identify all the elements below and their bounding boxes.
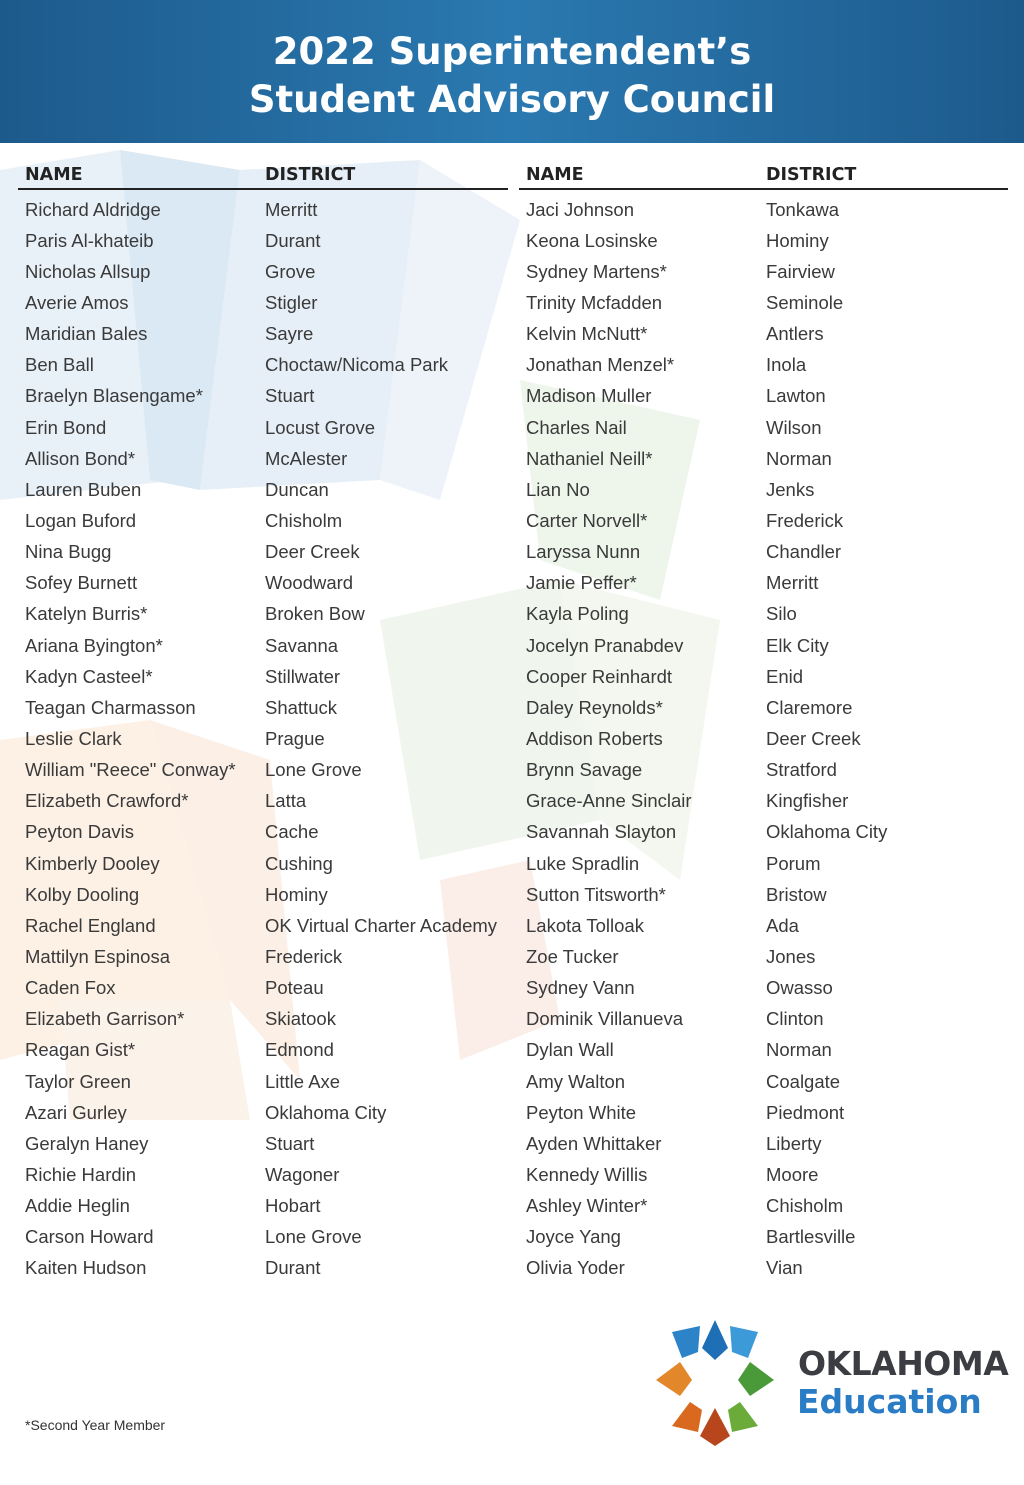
member-name: Lauren Buben [25, 478, 142, 500]
member-name: Logan Buford [25, 509, 137, 531]
member-name: William "Reece" Conway* [25, 759, 236, 781]
member-name: Geralyn Haney [25, 1132, 149, 1154]
member-name: Teagan Charmasson [25, 696, 196, 718]
member-name: Jonathan Menzel* [526, 354, 675, 376]
table-row [18, 537, 508, 568]
member-district: Durant [265, 1257, 321, 1279]
table-row [519, 1222, 1008, 1253]
member-district: Stuart [265, 1132, 315, 1154]
page-title-line2: Student Advisory Council [248, 78, 776, 121]
member-name: Ashley Winter* [526, 1195, 648, 1217]
table-row [519, 1066, 1008, 1097]
member-district: Lone Grove [265, 1226, 362, 1248]
member-name: Kayla Poling [526, 603, 629, 625]
member-district: Wilson [766, 416, 822, 438]
member-district: Inola [766, 354, 807, 376]
member-district: Frederick [766, 509, 844, 531]
table-row [519, 443, 1008, 474]
member-name: Carter Norvell* [526, 509, 648, 531]
member-district: Elk City [766, 634, 829, 656]
table-row [519, 941, 1008, 972]
table-row [519, 1159, 1008, 1190]
member-district: Sayre [265, 323, 314, 345]
member-name: Elizabeth Crawford* [25, 790, 189, 812]
column-header [519, 162, 1008, 190]
table-row [18, 256, 508, 287]
member-name: Rachel England [25, 914, 156, 936]
table-row [519, 723, 1008, 754]
member-district: Liberty [766, 1132, 822, 1154]
member-district: Jones [766, 945, 816, 967]
table-row [18, 630, 508, 661]
member-district: OK Virtual Charter Academy [265, 914, 498, 936]
table-row [18, 412, 508, 443]
table-row [18, 973, 508, 1004]
member-name: Amy Walton [526, 1070, 626, 1092]
table-row [18, 1222, 508, 1253]
member-name: Savannah Slayton [526, 821, 677, 843]
member-district: Chandler [766, 541, 842, 563]
table-row [18, 1159, 508, 1190]
member-name: Trinity Mcfadden [526, 291, 663, 313]
member-district: Fairview [766, 260, 835, 282]
member-name: Jamie Peffer* [526, 572, 637, 594]
member-district: Owasso [766, 977, 833, 999]
member-name: Luke Spradlin [526, 852, 640, 874]
member-name: Jaci Johnson [526, 198, 634, 220]
district-column-header: DISTRICT [265, 165, 356, 185]
member-name: Azari Gurley [25, 1101, 127, 1123]
page-title-line1: 2022 Superintendent’s [272, 30, 752, 73]
member-district: Stratford [766, 759, 837, 781]
table-row [18, 1035, 508, 1066]
table-row [519, 630, 1008, 661]
member-name: Richard Aldridge [25, 198, 161, 220]
table-row [519, 1004, 1008, 1035]
member-name: Maridian Bales [25, 323, 148, 345]
member-district: Merritt [265, 198, 318, 220]
member-name: Kennedy Willis [526, 1163, 648, 1185]
table-row [18, 817, 508, 848]
member-district: Ada [766, 914, 799, 936]
table-row [519, 910, 1008, 941]
member-district: Shattuck [265, 696, 337, 718]
member-name: Kaiten Hudson [25, 1257, 147, 1279]
table-row [519, 350, 1008, 381]
table-row [519, 1128, 1008, 1159]
roster-list-left [18, 194, 508, 1284]
member-name: Kadyn Casteel* [25, 665, 153, 687]
member-name: Katelyn Burris* [25, 603, 148, 625]
member-name: Madison Muller [526, 385, 652, 407]
table-row [18, 692, 508, 723]
member-district: Vian [766, 1257, 803, 1279]
member-district: Prague [265, 727, 325, 749]
member-district: Wagoner [265, 1163, 340, 1185]
table-row [519, 973, 1008, 1004]
member-name: Zoe Tucker [526, 945, 619, 967]
table-row [18, 941, 508, 972]
table-row [519, 661, 1008, 692]
table-row [18, 1004, 508, 1035]
member-district: McAlester [265, 447, 348, 469]
member-district: Moore [766, 1163, 819, 1185]
roster-column-right [519, 162, 1008, 1284]
table-row [519, 692, 1008, 723]
member-name: Peyton White [526, 1101, 637, 1123]
member-name: Leslie Clark [25, 727, 122, 749]
table-row [18, 661, 508, 692]
member-name: Braelyn Blasengame* [25, 385, 203, 407]
member-name: Ben Ball [25, 354, 94, 376]
member-district: Coalgate [766, 1070, 841, 1092]
member-district: Chisholm [766, 1195, 844, 1217]
table-row [18, 381, 508, 412]
member-name: Carson Howard [25, 1226, 154, 1248]
table-row [519, 1253, 1008, 1284]
table-row [519, 287, 1008, 318]
table-row [18, 350, 508, 381]
star-logo-icon [650, 1318, 780, 1448]
table-row [519, 879, 1008, 910]
member-district: Choctaw/Nicoma Park [265, 354, 449, 376]
table-row [18, 1191, 508, 1222]
member-district: Seminole [766, 291, 844, 313]
footnote: *Second Year Member [25, 1417, 166, 1433]
member-district: Norman [766, 1039, 832, 1061]
member-district: Norman [766, 447, 832, 469]
member-district: Oklahoma City [766, 821, 888, 843]
member-district: Broken Bow [265, 603, 365, 625]
member-name: Sofey Burnett [25, 572, 138, 594]
member-district: Stigler [265, 291, 318, 313]
table-row [519, 474, 1008, 505]
roster-list-right [519, 194, 1008, 1284]
member-name: Peyton Davis [25, 821, 134, 843]
member-name: Lian No [526, 478, 590, 500]
member-district: Porum [766, 852, 821, 874]
member-district: Durant [265, 229, 321, 251]
member-district: Tonkawa [766, 198, 840, 220]
table-row [18, 1253, 508, 1284]
column-header [18, 162, 508, 190]
table-row [18, 319, 508, 350]
table-row [18, 599, 508, 630]
member-name: Dominik Villanueva [526, 1008, 683, 1030]
member-name: Daley Reynolds* [526, 696, 663, 718]
member-name: Nicholas Allsup [25, 260, 151, 282]
member-district: Lawton [766, 385, 826, 407]
member-district: Hobart [265, 1195, 321, 1217]
member-district: Latta [265, 790, 307, 812]
member-district: Kingfisher [766, 790, 849, 812]
table-row [18, 1128, 508, 1159]
member-district: Silo [766, 603, 797, 625]
name-column-header: NAME [25, 165, 83, 185]
member-name: Keona Losinske [526, 229, 658, 251]
member-name: Paris Al-khateib [25, 229, 154, 251]
member-district: Bartlesville [766, 1226, 856, 1248]
member-name: Cooper Reinhardt [526, 665, 673, 687]
table-row [18, 287, 508, 318]
member-district: Skiatook [265, 1008, 336, 1030]
member-district: Stillwater [265, 665, 341, 687]
member-district: Little Axe [265, 1070, 341, 1092]
table-row [18, 194, 508, 225]
table-row [519, 319, 1008, 350]
member-district: Piedmont [766, 1101, 845, 1123]
member-name: Reagan Gist* [25, 1039, 136, 1061]
table-row [18, 568, 508, 599]
table-row [18, 755, 508, 786]
table-row [519, 599, 1008, 630]
member-district: Jenks [766, 478, 815, 500]
table-row [519, 194, 1008, 225]
member-name: Kimberly Dooley [25, 852, 160, 874]
member-district: Merritt [766, 572, 819, 594]
member-name: Caden Fox [25, 977, 116, 999]
member-name: Sydney Martens* [526, 260, 667, 282]
table-row [519, 786, 1008, 817]
table-row [519, 848, 1008, 879]
table-row [519, 568, 1008, 599]
table-row [18, 1066, 508, 1097]
member-name: Olivia Yoder [526, 1257, 625, 1279]
table-row [18, 505, 508, 536]
member-district: Deer Creek [265, 541, 360, 563]
member-district: Hominy [265, 883, 328, 905]
member-name: Addie Heglin [25, 1195, 130, 1217]
district-column-header: DISTRICT [766, 165, 857, 185]
table-row [18, 879, 508, 910]
table-row [18, 225, 508, 256]
oklahoma-education-logo [650, 1318, 1010, 1448]
member-name: Charles Nail [526, 416, 627, 438]
member-name: Nathaniel Neill* [526, 447, 653, 469]
member-district: Cushing [265, 852, 333, 874]
member-name: Ariana Byington* [25, 634, 163, 656]
member-district: Antlers [766, 323, 824, 345]
table-row [519, 1191, 1008, 1222]
member-name: Joyce Yang [526, 1226, 621, 1248]
header-banner [0, 0, 1024, 143]
member-name: Laryssa Nunn [526, 541, 641, 563]
member-district: Cache [265, 821, 319, 843]
member-name: Sydney Vann [526, 977, 635, 999]
member-name: Erin Bond [25, 416, 107, 438]
member-name: Nina Bugg [25, 541, 112, 563]
member-name: Mattilyn Espinosa [25, 945, 170, 967]
logo-text-oklahoma: OKLAHOMA [798, 1344, 1009, 1383]
roster-column-left [18, 162, 508, 1284]
member-name: Allison Bond* [25, 447, 136, 469]
table-row [18, 848, 508, 879]
member-district: Oklahoma City [265, 1101, 387, 1123]
member-name: Addison Roberts [526, 727, 663, 749]
member-district: Bristow [766, 883, 827, 905]
member-district: Clinton [766, 1008, 824, 1030]
member-name: Ayden Whittaker [526, 1132, 662, 1154]
name-column-header: NAME [526, 165, 584, 185]
member-name: Richie Hardin [25, 1163, 137, 1185]
table-row [519, 381, 1008, 412]
table-row [519, 256, 1008, 287]
member-district: Locust Grove [265, 416, 376, 438]
member-name: Kelvin McNutt* [526, 323, 648, 345]
member-name: Jocelyn Pranabdev [526, 634, 684, 656]
member-name: Taylor Green [25, 1070, 131, 1092]
logo-text-education: Education [797, 1382, 982, 1421]
member-district: Deer Creek [766, 727, 861, 749]
table-row [519, 1035, 1008, 1066]
member-district: Lone Grove [265, 759, 362, 781]
table-row [519, 1097, 1008, 1128]
member-name: Sutton Titsworth* [526, 883, 666, 905]
member-name: Dylan Wall [526, 1039, 614, 1061]
table-row [18, 786, 508, 817]
member-district: Frederick [265, 945, 343, 967]
member-name: Lakota Tolloak [526, 914, 644, 936]
member-name: Averie Amos [25, 291, 129, 313]
member-district: Claremore [766, 696, 853, 718]
table-row [519, 755, 1008, 786]
table-row [519, 817, 1008, 848]
member-district: Hominy [766, 229, 829, 251]
member-district: Poteau [265, 977, 324, 999]
member-district: Duncan [265, 478, 329, 500]
member-name: Elizabeth Garrison* [25, 1008, 185, 1030]
table-row [519, 537, 1008, 568]
member-district: Edmond [265, 1039, 334, 1061]
table-row [18, 910, 508, 941]
member-district: Chisholm [265, 509, 343, 531]
member-district: Grove [265, 260, 316, 282]
member-name: Kolby Dooling [25, 883, 140, 905]
table-row [18, 723, 508, 754]
member-name: Grace-Anne Sinclair [526, 790, 692, 812]
table-row [519, 225, 1008, 256]
member-name: Brynn Savage [526, 759, 643, 781]
table-row [519, 412, 1008, 443]
member-district: Enid [766, 665, 804, 687]
member-district: Woodward [265, 572, 354, 594]
member-district: Savanna [265, 634, 339, 656]
table-row [18, 443, 508, 474]
table-row [18, 1097, 508, 1128]
member-district: Stuart [265, 385, 315, 407]
table-row [18, 474, 508, 505]
table-row [519, 505, 1008, 536]
